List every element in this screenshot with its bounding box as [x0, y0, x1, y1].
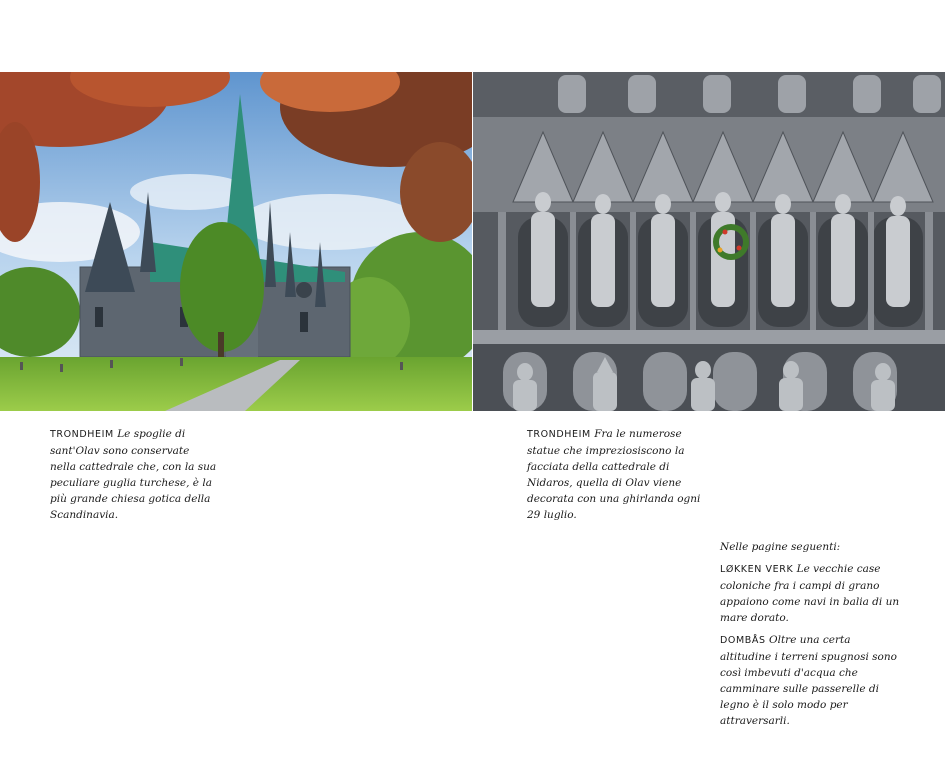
caption-place: TRONDHEIM: [50, 429, 114, 440]
cathedral-facade-illustration: [473, 72, 945, 411]
next-pages-place: DOMBÅS: [720, 635, 766, 646]
next-pages-item: [720, 561, 902, 626]
next-pages-block: [720, 539, 902, 735]
cathedral-exterior-illustration: [0, 72, 472, 411]
next-pages-heading: Nelle pagine seguenti:: [720, 541, 841, 553]
next-pages-text: Oltre una certa altitudine i terreni spugnosi sono così imbevuti d'acqua che camminare sulle passerelle di legno è il solo modo per attraversarli.: [720, 634, 897, 727]
next-pages-item: [720, 632, 902, 729]
cathedral-facade-photo: [473, 72, 945, 411]
cathedral-exterior-photo: [0, 72, 472, 411]
caption-text: Fra le numerose statue che impreziosiscono la facciata della cattedrale di Nidaros, quella di Olav viene decorata con una ghirlanda ogni 29 luglio.: [527, 428, 701, 521]
caption-place: TRONDHEIM: [527, 429, 591, 440]
caption-text: Le spoglie di sant'Olav sono conservate nella cattedrale che, con la sua peculiare guglia turchese, è la più grande chiesa gotica della Scandinavia.: [50, 428, 217, 521]
next-pages-place: LØKKEN VERK: [720, 564, 794, 575]
next-pages-text: Le vecchie case coloniche fra i campi di grano appaiono come navi in balia di un mare dorato.: [720, 563, 900, 624]
caption-left: [50, 426, 218, 523]
caption-right: [527, 426, 705, 523]
